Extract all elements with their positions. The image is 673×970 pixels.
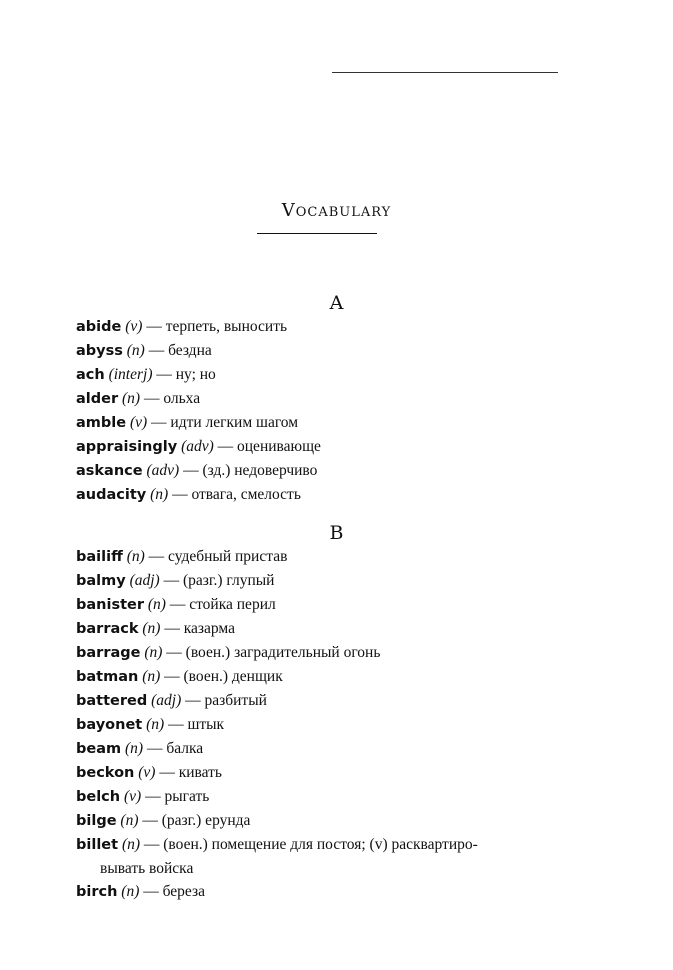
headword: billet [76, 837, 119, 853]
part-of-speech: (n) [124, 740, 144, 757]
headword: beckon [76, 765, 135, 781]
headword: bailiff [76, 549, 123, 565]
part-of-speech: (v) [125, 318, 143, 335]
definition: — кивать [155, 764, 222, 781]
title-underline [257, 233, 377, 234]
section-letter-a: A [329, 292, 344, 314]
part-of-speech: (adj) [129, 572, 160, 589]
definition: — (воен.) заградительный огонь [162, 644, 381, 661]
vocab-entry [76, 761, 596, 785]
definition: — береза [139, 883, 206, 900]
part-of-speech: (n) [120, 812, 139, 829]
definition: — ольха [140, 390, 201, 407]
headword: birch [76, 884, 118, 900]
headword: barrage [76, 645, 141, 661]
definition: — (зд.) недоверчиво [179, 462, 318, 479]
vocab-entry [76, 569, 596, 593]
vocab-entry [76, 833, 596, 880]
part-of-speech: (n) [147, 596, 166, 613]
vocab-entry [76, 689, 596, 713]
vocab-entry [76, 363, 596, 387]
definition: — казарма [160, 620, 235, 637]
part-of-speech: (n) [126, 548, 145, 565]
vocab-entry [76, 737, 596, 761]
vocab-entry [76, 411, 596, 435]
vocab-entry [76, 785, 596, 809]
entries-list-a [76, 315, 596, 507]
definition: — (воен.) помещение для постоя; (v) расквартиро- [140, 836, 478, 853]
headword: alder [76, 391, 119, 407]
definition: — стойка перил [165, 596, 276, 613]
headword: barrack [76, 621, 139, 637]
definition: — (разг.) глупый [159, 572, 275, 589]
vocab-entry [76, 435, 596, 459]
part-of-speech: (n) [142, 668, 161, 685]
definition: — ну; но [152, 366, 216, 383]
part-of-speech: (n) [121, 883, 140, 900]
vocab-entry [76, 339, 596, 363]
part-of-speech: (interj) [108, 366, 153, 383]
vocab-entry [76, 459, 596, 483]
headword: belch [76, 789, 121, 805]
vocab-entry [76, 880, 596, 904]
headword: battered [76, 693, 148, 709]
vocab-entry [76, 641, 596, 665]
definition: — (разг.) ерунда [138, 812, 251, 829]
headword: beam [76, 741, 122, 757]
part-of-speech: (n) [122, 390, 141, 407]
header-rule [332, 72, 558, 73]
part-of-speech: (n) [126, 342, 145, 359]
part-of-speech: (v) [138, 764, 156, 781]
headword: balmy [76, 573, 126, 589]
headword: abide [76, 319, 122, 335]
headword: banister [76, 597, 145, 613]
vocab-entry [76, 315, 596, 339]
vocab-entry [76, 593, 596, 617]
part-of-speech: (adv) [181, 438, 214, 455]
definition: — оценивающе [213, 438, 321, 455]
part-of-speech: (n) [146, 716, 165, 733]
vocab-entry [76, 665, 596, 689]
vocab-entry [76, 617, 596, 641]
definition: — (воен.) денщик [160, 668, 283, 685]
part-of-speech: (adv) [146, 462, 180, 479]
definition: — рыгать [141, 788, 210, 805]
definition: — идти легким шагом [147, 414, 299, 431]
headword: appraisingly [76, 439, 178, 455]
part-of-speech: (adj) [151, 692, 182, 709]
section-letter-b: B [329, 522, 344, 544]
vocab-entry [76, 387, 596, 411]
entries-list-b [76, 545, 596, 904]
page-title: Vocabulary [281, 200, 392, 221]
headword: batman [76, 669, 139, 685]
part-of-speech: (n) [150, 486, 169, 503]
definition-continuation: вывать войска [100, 860, 194, 877]
part-of-speech: (n) [142, 620, 161, 637]
headword: ach [76, 367, 105, 383]
definition: — судебный пристав [144, 548, 288, 565]
part-of-speech: (n) [144, 644, 163, 661]
headword: amble [76, 415, 127, 431]
definition: — штык [164, 716, 225, 733]
headword: audacity [76, 487, 147, 503]
headword: bilge [76, 813, 117, 829]
headword: askance [76, 463, 143, 479]
headword: abyss [76, 343, 123, 359]
vocab-entry [76, 809, 596, 833]
vocab-entry [76, 545, 596, 569]
vocab-entry [76, 713, 596, 737]
definition: — терпеть, выносить [142, 318, 288, 335]
vocab-entry [76, 483, 596, 507]
definition: — разбитый [181, 692, 267, 709]
headword: bayonet [76, 717, 143, 733]
part-of-speech: (v) [123, 788, 142, 805]
part-of-speech: (v) [129, 414, 148, 431]
definition: — балка [143, 740, 204, 757]
part-of-speech: (n) [121, 836, 141, 853]
definition: — бездна [144, 342, 212, 359]
definition: — отвага, смелость [168, 486, 301, 503]
